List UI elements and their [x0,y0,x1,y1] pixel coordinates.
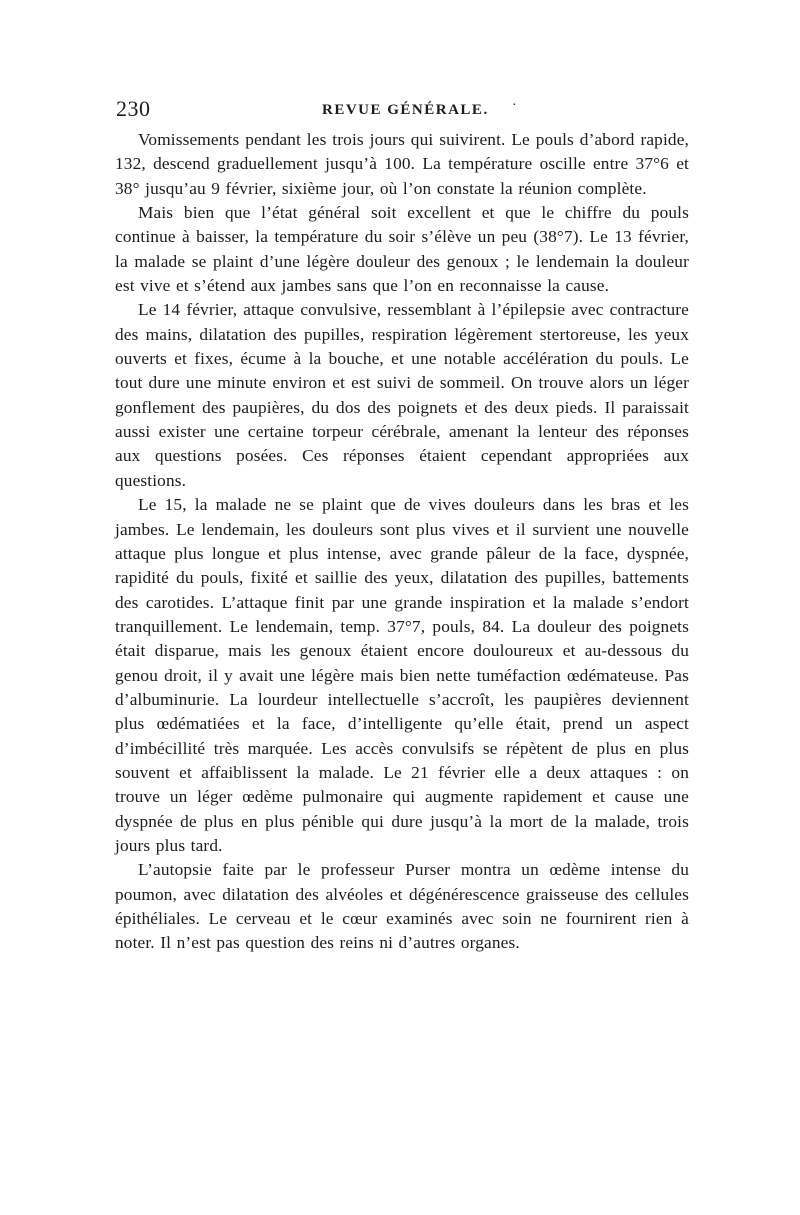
header-mark: · [512,98,517,113]
page-number: 230 [116,96,151,121]
paragraph-etat-general: Mais bien que l’état général soit excellent et que le chiffre du pouls continue à baisser, la température du soir s’élève un peu (38°7). Le 13 février, la malade se plaint d’une légère douleur des genoux ; le lendemain la douleur est vive et s’étend aux jambes sans que l’on en reconnaisse la cause. [115,203,689,296]
page-header [112,96,702,126]
paragraph-14-fevrier: Le 14 février, attaque convulsive, ressemblant à l’épilepsie avec contracture des mains, dilatation des pupilles, respiration légèrement stertoreuse, les yeux ouverts et fixes, écume à la bouche, et une notable accélération du pouls. Le tout dure une minute environ et est suivi de sommeil. On trouve alors un léger gonflement des paupières, du dos des poignets et des deux pieds. Il paraissait aussi exister une certaine torpeur cérébrale, amenant la lenteur des réponses aux questions posées. Ces réponses étaient cependant appropriées aux questions. [115,300,689,490]
paragraph-autopsie: L’autopsie faite par le professeur Purser montra un œdème intense du poumon, avec dilatation des alvéoles et dégénérescence graisseuse des cellules épithéliales. Le cerveau et le cœur examinés avec soin ne fournirent rien à noter. Il n’est pas question des reins ni d’autres organes. [115,860,689,953]
body-text [115,128,689,956]
paragraph-vomissements: Vomissements pendant les trois jours qui suivirent. Le pouls d’abord rapide, 132, descend graduellement jusqu’à 100. La température oscille entre 37°6 et 38° jusqu’au 9 février, sixième jour, où l’on constate la réunion complète. [115,130,689,198]
running-title: REVUE GÉNÉRALE. [322,102,489,118]
paragraph-15-fevrier: Le 15, la malade ne se plaint que de vives douleurs dans les bras et les jambes. Le lendemain, les douleurs sont plus vives et il survient une nouvelle attaque plus longue et plus intense, avec grande pâleur de la face, dyspnée, rapidité du pouls, fixité et saillie des yeux, dilatation des pupilles, battements des carotides. L’attaque finit par une grande inspiration et la malade s’endort tranquillement. Le lendemain, temp. 37°7, pouls, 84. La douleur des poignets était disparue, mais les genoux étaient encore douloureux et au-dessous du genou droit, il y avait une légère mais bien nette tuméfaction œdémateuse. Pas d’albuminurie. La lourdeur intellectuelle s’accroît, les paupières deviennent plus œdématiées et la face, d’intelligente qu’elle était, prend un aspect d’imbécillité très marquée. Les accès convulsifs se répètent de plus en plus souvent et affaiblissent la malade. Le 21 février elle a deux attaques : on trouve un léger œdème pulmonaire qui augmente rapidement et cause une dyspnée de plus en plus pénible qui dure jusqu’à la mort de la malade, trois jours plus tard. [115,495,689,855]
